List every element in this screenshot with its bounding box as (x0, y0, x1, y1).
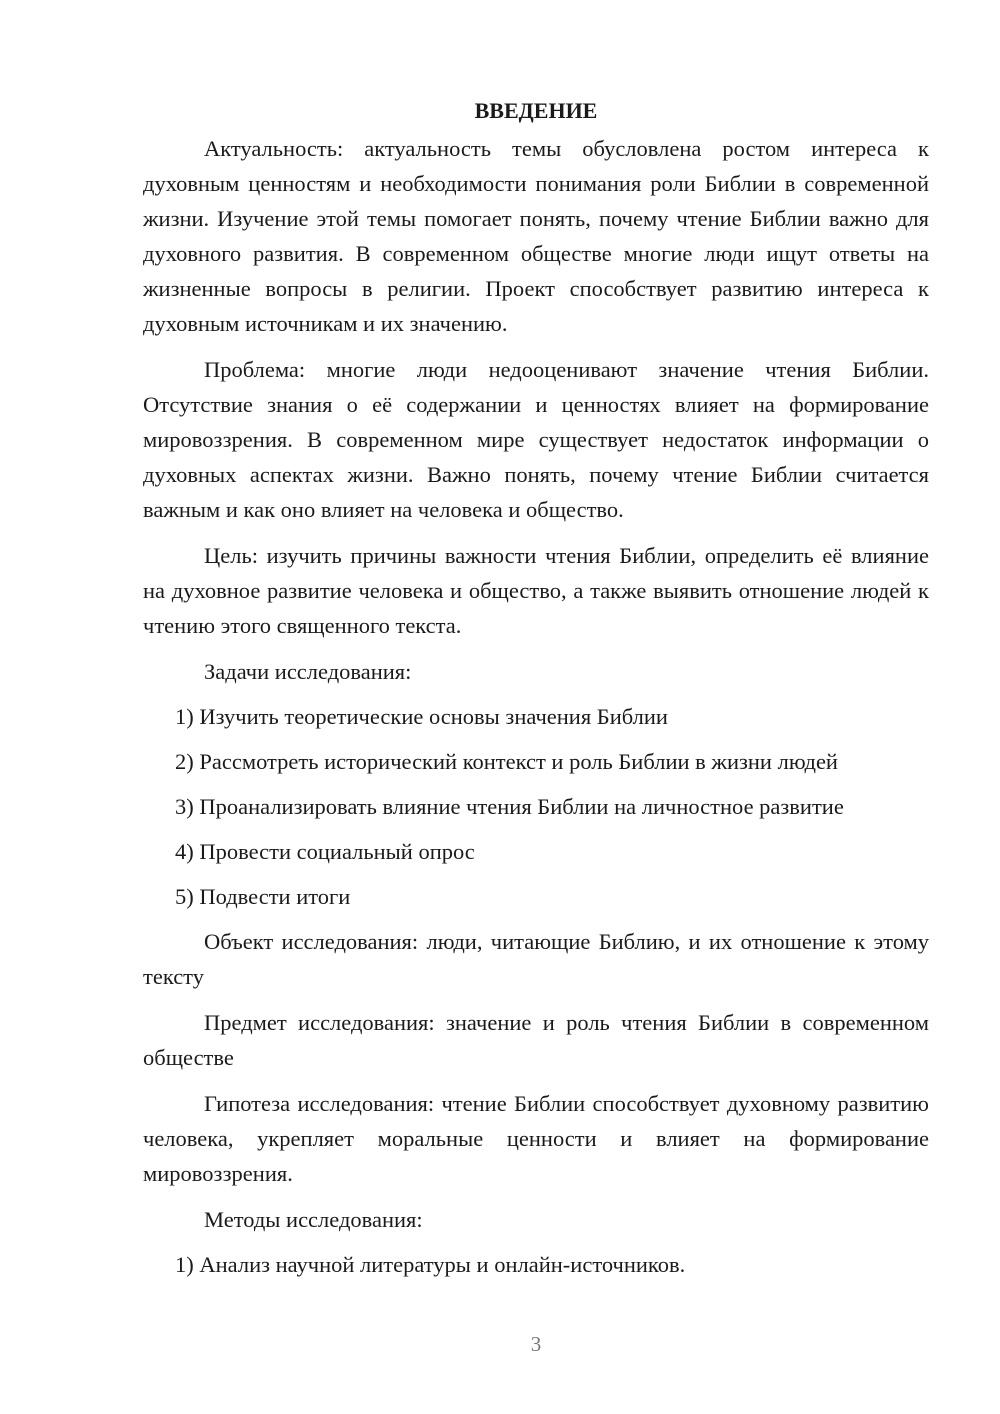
goal-paragraph: Цель: изучить причины важности чтения Библии, определить её влияние на духовное развитие человека и общество, а также выявить отношение людей к чтению этого священного текста. (143, 543, 929, 638)
methods-list (143, 1247, 929, 1282)
object-paragraph: Объект исследования: люди, читающие Библию, и их отношение к этому тексту (143, 929, 929, 989)
methods-heading: Методы исследования: (204, 1207, 423, 1232)
tasks-list (143, 699, 929, 914)
hypothesis-paragraph: Гипотеза исследования: чтение Библии способствует духовному развитию человека, укрепляет моральные ценности и влияет на формирование мировоззрения. (143, 1091, 929, 1186)
tasks-heading: Задачи исследования: (204, 659, 412, 684)
list-item: 5) Подвести итоги (175, 884, 351, 909)
problem-paragraph: Проблема: многие люди недооценивают значение чтения Библии. Отсутствие знания о её содержании и ценностях влияет на формирование мировоззрения. В современном мире существует недостаток информации о духовных аспектах жизни. Важно понять, почему чтение Библии считается важным и как оно влияет на человека и общество. (143, 357, 929, 522)
list-item: 4) Провести социальный опрос (175, 839, 475, 864)
page-number: 3 (530, 1332, 542, 1356)
relevance-paragraph: Актуальность: актуальность темы обусловлена ростом интереса к духовным ценностям и необходимости понимания роли Библии в современной жизни. Изучение этой темы помогает понять, почему чтение Библии важно для духовного развития. В современном обществе многие люди ищут ответы на жизненные вопросы в религии. Проект способствует развитию интереса к духовным источникам и их значению. (143, 136, 929, 336)
list-item: 2) Рассмотреть исторический контекст и роль Библии в жизни людей (175, 749, 838, 774)
section-title: ВВЕДЕНИЕ (474, 98, 598, 123)
list-item: 1) Изучить теоретические основы значения Библии (175, 704, 668, 729)
list-item: 1) Анализ научной литературы и онлайн-источников. (175, 1252, 686, 1277)
document-body (143, 93, 929, 1292)
subject-paragraph: Предмет исследования: значение и роль чтения Библии в современном обществе (143, 1010, 929, 1070)
list-item: 3) Проанализировать влияние чтения Библии на личностное развитие (175, 794, 844, 819)
